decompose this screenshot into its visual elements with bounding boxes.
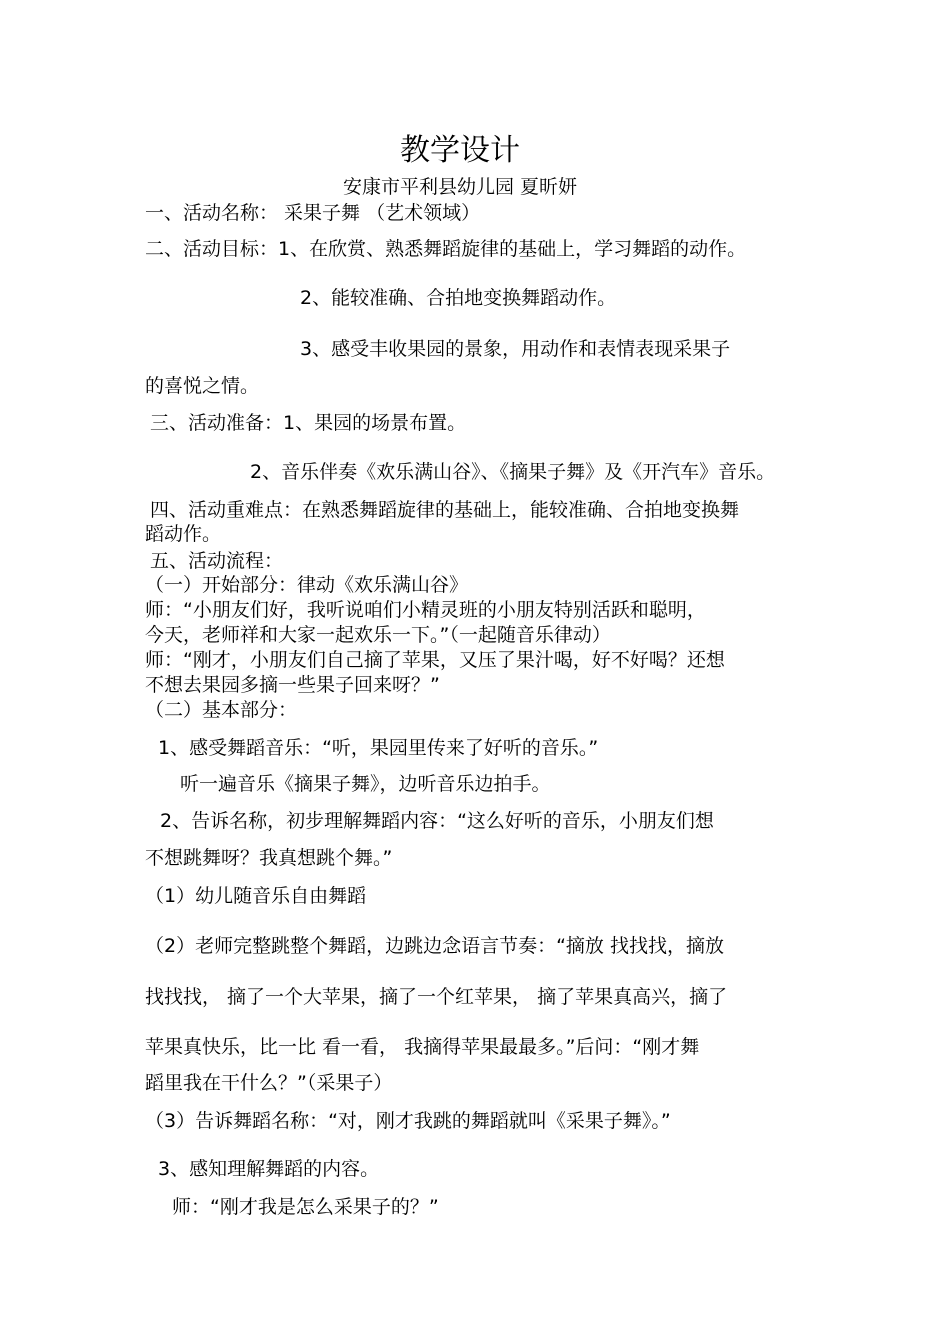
step-2-item-1: （1）幼儿随音乐自由舞蹈 xyxy=(145,885,367,907)
document-title: 教学设计 xyxy=(400,133,520,168)
step-2-cont: 不想跳舞呀？我真想跳个舞。” xyxy=(145,847,393,869)
activity-key-points-cont: 蹈动作。 xyxy=(145,523,222,545)
activity-key-points: 四、活动重难点：在熟悉舞蹈旋律的基础上，能较准确、合拍地变换舞 xyxy=(150,499,740,521)
activity-goal-1: 二、活动目标：1、在欣赏、熟悉舞蹈旋律的基础上，学习舞蹈的动作。 xyxy=(145,238,747,260)
activity-goal-2: 2、能较准确、合拍地变换舞蹈动作。 xyxy=(300,287,617,309)
activity-goal-3-cont: 的喜悦之情。 xyxy=(145,375,260,397)
step-2-item-2-cont-3: 蹈里我在干什么？”（采果子） xyxy=(145,1072,393,1094)
activity-name: 一、活动名称： 采果子舞 （艺术领域） xyxy=(145,202,481,224)
step-2: 2、告诉名称，初步理解舞蹈内容：“这么好听的音乐，小朋友们想 xyxy=(160,810,714,832)
step-3: 3、感知理解舞蹈的内容。 xyxy=(158,1158,380,1180)
step-2-item-3: （3）告诉舞蹈名称：“对，刚才我跳的舞蹈就叫《采果子舞》。” xyxy=(145,1110,671,1132)
section-start: （一）开始部分：律动《欢乐满山谷》 xyxy=(145,574,469,596)
activity-goal-3: 3、感受丰收果园的景象，用动作和表情表现采果子 xyxy=(300,338,731,360)
step-1: 1、感受舞蹈音乐：“听，果园里传来了好听的音乐。” xyxy=(158,737,599,759)
teacher-line-1: 师：“小朋友们好，我听说咱们小精灵班的小朋友特别活跃和聪明， xyxy=(145,599,706,621)
step-2-item-2-cont-1: 找找找， 摘了一个大苹果，摘了一个红苹果， 摘了苹果真高兴，摘了 xyxy=(145,986,728,1008)
teacher-line-1-cont: 今天，老师祥和大家一起欢乐一下。”（一起随音乐律动） xyxy=(145,624,611,646)
teacher-line-2-cont: 不想去果园多摘一些果子回来呀？” xyxy=(145,674,440,696)
step-1-detail: 听一遍音乐《摘果子舞》，边听音乐边拍手。 xyxy=(180,773,551,795)
step-2-item-2: （2）老师完整跳整个舞蹈，边跳边念语言节奏：“摘放 找找找，摘放 xyxy=(145,935,724,957)
activity-process-heading: 五、活动流程： xyxy=(150,550,284,572)
activity-preparation-1: 三、活动准备：1、果园的场景布置。 xyxy=(150,412,467,434)
activity-preparation-2: 2、音乐伴奏《欢乐满山谷》、《摘果子舞》及《开汽车》音乐。 xyxy=(250,461,776,483)
step-3-detail: 师：“刚才我是怎么采果子的？” xyxy=(172,1196,439,1218)
step-2-item-2-cont-2: 苹果真快乐，比一比 看一看， 我摘得苹果最最多。”后问：“刚才舞 xyxy=(145,1036,700,1058)
document-author: 安康市平利县幼儿园 夏昕妍 xyxy=(342,176,578,198)
section-basic: （二）基本部分： xyxy=(145,699,298,721)
teacher-line-2: 师：“刚才，小朋友们自己摘了苹果，又压了果汁喝，好不好喝？还想 xyxy=(145,649,725,671)
